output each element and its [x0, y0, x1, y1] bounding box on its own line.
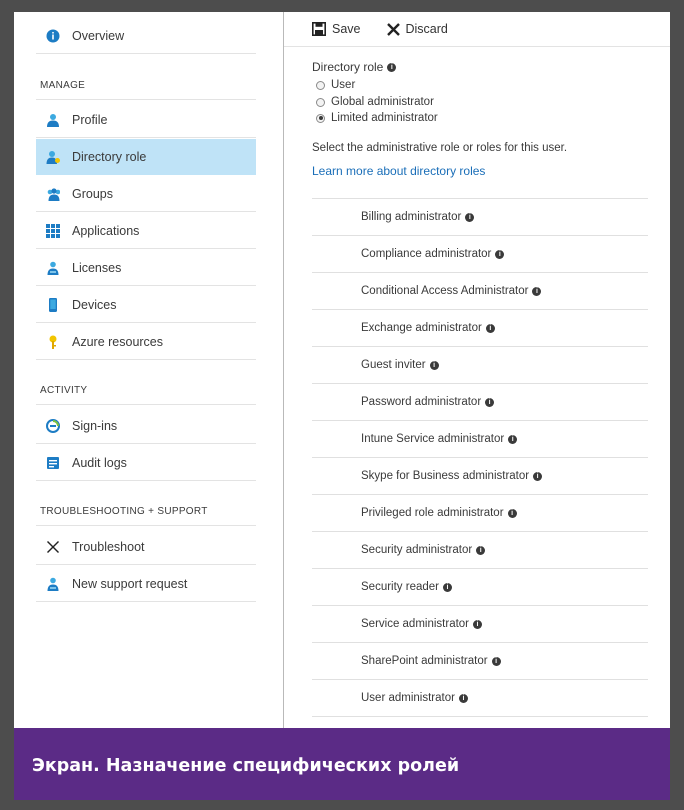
sidebar-item-groups[interactable] — [36, 176, 256, 212]
sidebar-item-label: Directory role — [72, 150, 147, 164]
info-icon: i — [387, 63, 396, 72]
role-label: SharePoint administrator — [361, 655, 488, 667]
sidebar-item-label: Devices — [72, 297, 117, 312]
discard-button[interactable] — [387, 22, 448, 36]
section-header-troubleshooting: TROUBLESHOOTING + SUPPORT — [40, 506, 208, 517]
sidebar-item-label: Overview — [72, 28, 125, 43]
role-row[interactable] — [312, 642, 648, 679]
role-row[interactable] — [312, 679, 648, 716]
info-icon: i — [508, 509, 517, 518]
info-icon: i — [459, 694, 468, 703]
sidebar-item-label: Azure resources — [72, 334, 164, 349]
role-label: Conditional Access Administrator — [361, 285, 529, 297]
sidebar-item-label: Licenses — [72, 260, 122, 275]
sidebar-item-label: New support request — [72, 576, 188, 591]
save-disk-icon — [312, 22, 326, 36]
caption-text: Экран. Назначение специфических ролей — [32, 756, 460, 776]
info-icon: i — [473, 620, 482, 629]
role-label: User administrator — [361, 692, 455, 704]
info-icon: i — [532, 287, 541, 296]
radio-button[interactable] — [316, 98, 325, 107]
role-label: Security administrator — [361, 544, 473, 556]
info-icon: i — [533, 472, 542, 481]
section-header-activity: ACTIVITY — [40, 385, 88, 396]
info-icon: i — [465, 213, 474, 222]
role-row[interactable] — [312, 605, 648, 642]
directory-role-label — [312, 60, 396, 74]
info-icon: i — [430, 361, 439, 370]
radio-label: User — [331, 79, 356, 91]
directory-role-label-text: Directory role — [312, 60, 384, 74]
role-row[interactable] — [312, 309, 648, 346]
sidebar-item-overview[interactable] — [36, 18, 256, 54]
sidebar-item-licenses[interactable] — [36, 250, 256, 286]
sidebar-item-sign-ins[interactable] — [36, 408, 256, 444]
role-row[interactable] — [312, 346, 648, 383]
role-row[interactable] — [312, 383, 648, 420]
info-icon: i — [492, 657, 501, 666]
sidebar-item-profile[interactable] — [36, 102, 256, 138]
sidebar-item-devices[interactable] — [36, 287, 256, 323]
divider — [36, 99, 256, 100]
role-row[interactable] — [312, 198, 648, 235]
applications-grid-icon — [46, 224, 60, 238]
device-icon — [46, 298, 60, 312]
sidebar-item-azure-resources[interactable] — [36, 324, 256, 360]
support-user-icon — [46, 577, 60, 591]
groups-icon — [46, 187, 60, 201]
audit-log-icon — [46, 456, 60, 470]
save-label: Save — [332, 22, 361, 36]
divider — [36, 404, 256, 405]
info-icon: i — [486, 324, 495, 333]
radio-limited-administrator[interactable] — [316, 112, 438, 124]
sidebar-item-label: Groups — [72, 186, 113, 201]
sidebar-item-label: Troubleshoot — [72, 539, 145, 554]
role-label: Compliance administrator — [361, 248, 492, 260]
role-row[interactable] — [312, 531, 648, 568]
radio-global-administrator[interactable] — [316, 96, 434, 108]
role-label: Service administrator — [361, 618, 470, 630]
user-role-icon — [46, 150, 60, 164]
instruction-text: Select the administrative role or roles for this user. — [312, 142, 568, 154]
info-icon: i — [443, 583, 452, 592]
info-icon: i — [508, 435, 517, 444]
portal-window — [14, 12, 670, 728]
radio-button-selected[interactable] — [316, 114, 325, 123]
radio-label: Limited administrator — [331, 112, 438, 124]
role-label: Guest inviter — [361, 359, 426, 371]
role-row[interactable] — [312, 494, 648, 531]
divider — [312, 716, 648, 717]
save-button[interactable] — [312, 22, 361, 36]
role-label: Security reader — [361, 581, 439, 593]
divider — [36, 525, 256, 526]
user-icon — [46, 113, 60, 127]
role-label: Skype for Business administrator — [361, 470, 530, 482]
sign-ins-icon — [46, 419, 60, 433]
close-icon — [387, 23, 400, 36]
sidebar-item-directory-role[interactable] — [36, 139, 256, 175]
sidebar-item-applications[interactable] — [36, 213, 256, 249]
sidebar — [14, 12, 284, 728]
role-label: Privileged role administrator — [361, 507, 504, 519]
info-icon: i — [476, 546, 485, 555]
role-label: Intune Service administrator — [361, 433, 505, 445]
sidebar-item-label: Applications — [72, 223, 140, 238]
role-row[interactable] — [312, 420, 648, 457]
sidebar-item-audit-logs[interactable] — [36, 445, 256, 481]
learn-more-link[interactable]: Learn more about directory roles — [312, 164, 486, 178]
key-icon — [46, 335, 60, 349]
role-row[interactable] — [312, 235, 648, 272]
sidebar-item-label: Audit logs — [72, 455, 127, 470]
section-header-manage: MANAGE — [40, 80, 86, 91]
radio-label: Global administrator — [331, 96, 434, 108]
role-label: Exchange administrator — [361, 322, 482, 334]
info-icon — [46, 29, 60, 43]
licenses-icon — [46, 261, 60, 275]
sidebar-item-troubleshoot[interactable] — [36, 529, 256, 565]
wrench-cross-icon — [46, 540, 60, 554]
caption-bar — [14, 728, 670, 800]
sidebar-item-new-support-request[interactable] — [36, 566, 256, 602]
command-bar — [284, 12, 670, 47]
radio-button[interactable] — [316, 81, 325, 90]
sidebar-item-label: Sign-ins — [72, 418, 118, 433]
role-row[interactable] — [312, 457, 648, 494]
role-row[interactable] — [312, 568, 648, 605]
role-label: Billing administrator — [361, 211, 462, 223]
info-icon: i — [495, 250, 504, 259]
radio-user[interactable] — [316, 79, 355, 91]
sidebar-item-label: Profile — [72, 112, 108, 127]
role-row[interactable] — [312, 272, 648, 309]
role-label: Password administrator — [361, 396, 482, 408]
discard-label: Discard — [405, 22, 448, 36]
info-icon: i — [485, 398, 494, 407]
